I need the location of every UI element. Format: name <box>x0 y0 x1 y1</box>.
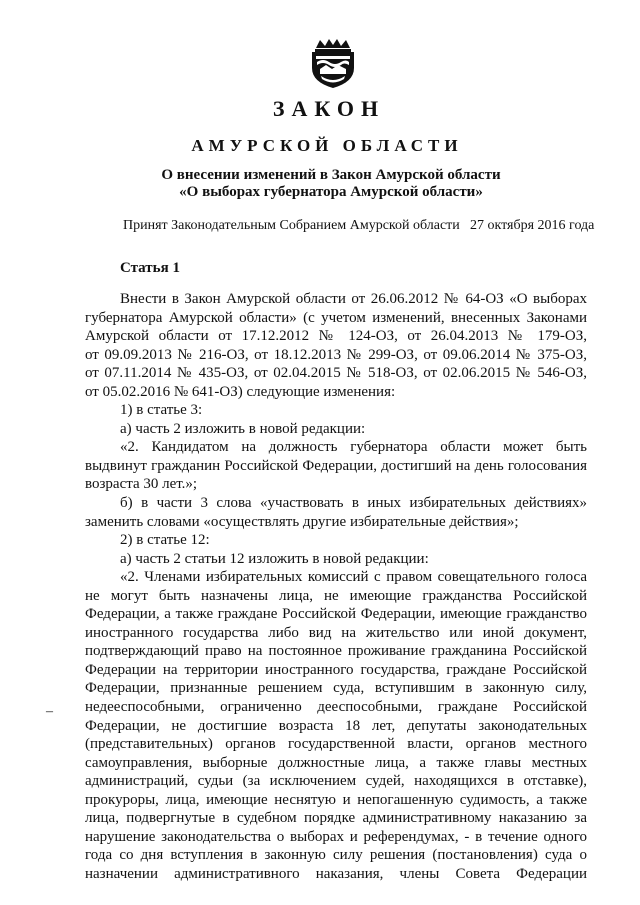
body-line: Амурской области от 17.12.2012 № 124-ОЗ, от 26.04.2013 № 179-ОЗ, <box>85 328 587 345</box>
body-line: назначении административного наказания, члены Совета Федерации <box>85 865 587 882</box>
body-line: «2. Кандидатом на должность губернатора области может быть <box>120 439 587 456</box>
body-line: самоуправления, выборные должностные лица, а также главы местных <box>85 754 587 771</box>
body-line: а) часть 2 статьи 12 изложить в новой редакции: <box>120 550 429 567</box>
body-line: Федерации на территории иностранного государства, граждане Российской <box>85 661 587 678</box>
body-line: возраста 30 лет.»; <box>85 476 198 493</box>
body-line: заменить словами «осуществлять другие избирательные действия»; <box>85 513 519 530</box>
body-line: а) часть 2 изложить в новой редакции: <box>120 420 366 437</box>
document-type-title: ЗАКОН <box>272 96 386 121</box>
body-line: (представительных) органов государственной власти, органов местного <box>85 736 587 753</box>
coat-of-arms-icon <box>308 38 358 90</box>
body-line: Федерации, признанные решением суда, вступившим в законную силу, <box>85 680 587 697</box>
body-line: иностранного государства либо вид на жительство или иной документ, <box>85 624 587 641</box>
body-line: от 09.09.2013 № 216-ОЗ, от 18.12.2013 № 299-ОЗ, от 09.06.2014 № 375-ОЗ, <box>85 346 587 363</box>
article-heading: Статья 1 <box>120 260 180 276</box>
adopted-date: 27 октября 2016 года <box>470 218 595 233</box>
body-line: прокуроры, лица, имеющие неснятую и непогашенную судимость, а также <box>85 791 587 808</box>
body-line: 2) в статье 12: <box>120 532 210 549</box>
article-body <box>85 290 587 884</box>
body-line: подтверждающий право на постоянное проживание гражданина Российской <box>85 643 587 660</box>
law-subject-line-2: «О выборах губернатора Амурской области» <box>179 184 483 200</box>
law-subject-line-1: О внесении изменений в Закон Амурской области <box>161 167 501 183</box>
body-line: недееспособными, ограниченно дееспособными, граждане Российской <box>85 699 587 716</box>
body-line: выдвинут гражданин Российской Федерации, достигший на день голосования <box>85 457 587 474</box>
body-line: б) в части 3 слова «участвовать в иных избирательных действиях» <box>120 495 587 512</box>
body-line: не могут быть назначены лица, не имеющие гражданства Российской <box>85 587 587 604</box>
body-line: года со дня вступления в законную силу решения (постановления) суда о <box>85 847 587 864</box>
body-line: лица, подвергнутые в судебном порядке административному наказанию за <box>85 810 587 827</box>
body-line: губернатора Амурской области» (с учетом изменений, внесенных Законами <box>85 309 587 326</box>
body-line: «2. Членами избирательных комиссий с правом совещательного голоса <box>120 569 587 586</box>
body-line: нарушение законодательства о выборах и референдумах, - в течение одного <box>85 828 587 845</box>
adopted-by: Принят Законодательным Собранием Амурской области <box>123 218 460 233</box>
body-line: Федерации, не достигшие возраста 18 лет, депутаты законодательных <box>85 717 587 734</box>
body-line: администраций, судьи (за исключением судей, находящихся в отставке), <box>85 773 587 790</box>
region-title: АМУРСКОЙ ОБЛАСТИ <box>191 136 463 155</box>
body-line: от 07.11.2014 № 435-ОЗ, от 02.04.2015 № 518-ОЗ, от 02.06.2015 № 546-ОЗ, <box>85 365 587 382</box>
body-line: 1) в статье 3: <box>120 402 203 419</box>
body-line: Федерации, а также граждане Российской Федерации, имеющие гражданство <box>85 606 587 623</box>
body-line: Внести в Закон Амурской области от 26.06.2012 № 64-ОЗ «О выборах <box>120 291 587 307</box>
margin-mark: – <box>46 704 53 719</box>
body-line: от 05.02.2016 № 641-ОЗ) следующие изменения: <box>85 383 396 400</box>
